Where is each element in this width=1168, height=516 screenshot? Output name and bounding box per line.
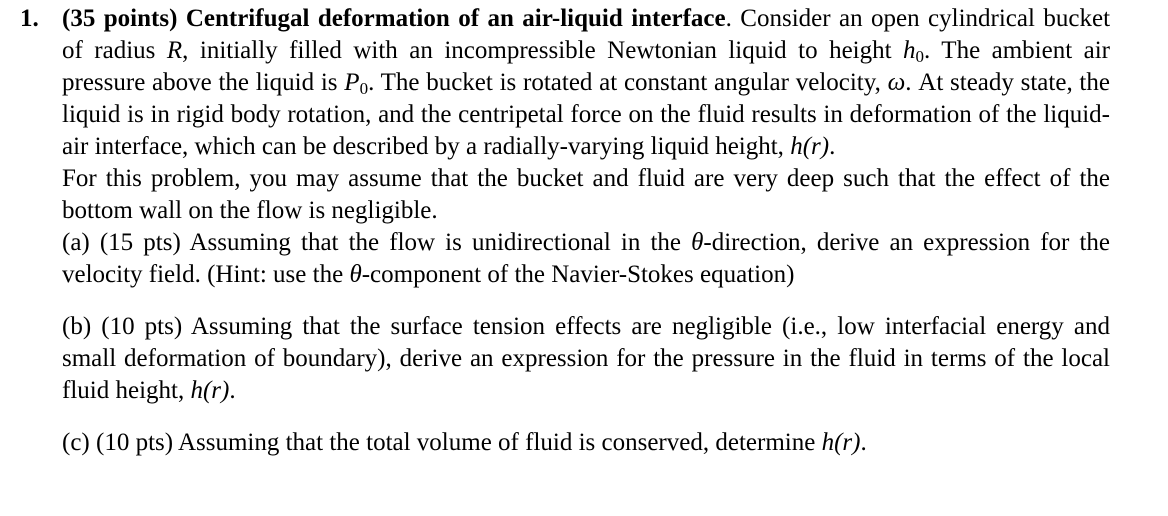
intro-text-2: , initially filled with an incompressible Newtonian liquid to height: [182, 37, 904, 64]
part-c-text-1: (c) (10 pts) Assuming that the total volume of fluid is conserved, determine: [62, 429, 822, 456]
symbol-height-subscript: 0: [915, 47, 925, 66]
intro-text-1: . Consider an open cylindrical bucket of radius: [62, 5, 1111, 64]
part-c: [62, 427, 1110, 459]
symbol-h-of-r: h(r): [790, 133, 830, 160]
part-a-text-1: (a) (15 pts) Assuming that the flow is unidirectional in the: [62, 229, 692, 256]
part-b-text-1: (b) (10 pts) Assuming that the surface tension effects are negligible (i.e., low interfacial energy and small deformation of boundary), derive an expression for the pressure in the fluid in terms of the local fluid height,: [62, 313, 1110, 404]
intro-text-3: . The ambient air pressure above the liquid is: [62, 37, 1111, 96]
symbol-omega: ω: [887, 69, 906, 96]
part-a: [62, 227, 1110, 291]
symbol-theta: θ: [691, 229, 704, 256]
part-c-text-2: .: [860, 429, 867, 456]
part-a-text-3: -component of the Navier-Stokes equation): [361, 261, 795, 288]
intro-text-6: .: [829, 133, 836, 160]
problem-intro: [62, 3, 1110, 163]
part-b: [62, 311, 1110, 407]
part-b-text-2: .: [229, 377, 236, 404]
symbol-theta: θ: [349, 261, 362, 288]
symbol-h-of-r: h(r): [821, 429, 861, 456]
problem-header: (35 points) Centrifugal deformation of an air-liquid interface: [62, 5, 726, 32]
intro-text-4: . The bucket is rotated at constant angular velocity,: [368, 69, 888, 96]
intro-text-5: . At steady state, the liquid is in rigid body rotation, and the centripetal force on the fluid results in deformation of the liquid-air interface, which can be described by a radially-varying liquid height,: [62, 69, 1110, 160]
symbol-pressure: P: [344, 69, 360, 96]
symbol-radius: R: [166, 37, 183, 64]
part-a-text-2: -direction, derive an expression for the velocity field. (Hint: use the: [62, 229, 1110, 288]
problem-number: 1.: [20, 5, 39, 32]
problem-body: [62, 3, 1110, 459]
symbol-height: h: [903, 37, 916, 64]
symbol-pressure-subscript: 0: [359, 79, 369, 98]
symbol-h-of-r: h(r): [190, 377, 230, 404]
problem-1: [20, 3, 1110, 459]
problem-assumption: For this problem, you may assume that the bucket and fluid are very deep such that the effect of the bottom wall on the flow is negligible.: [62, 165, 1110, 224]
